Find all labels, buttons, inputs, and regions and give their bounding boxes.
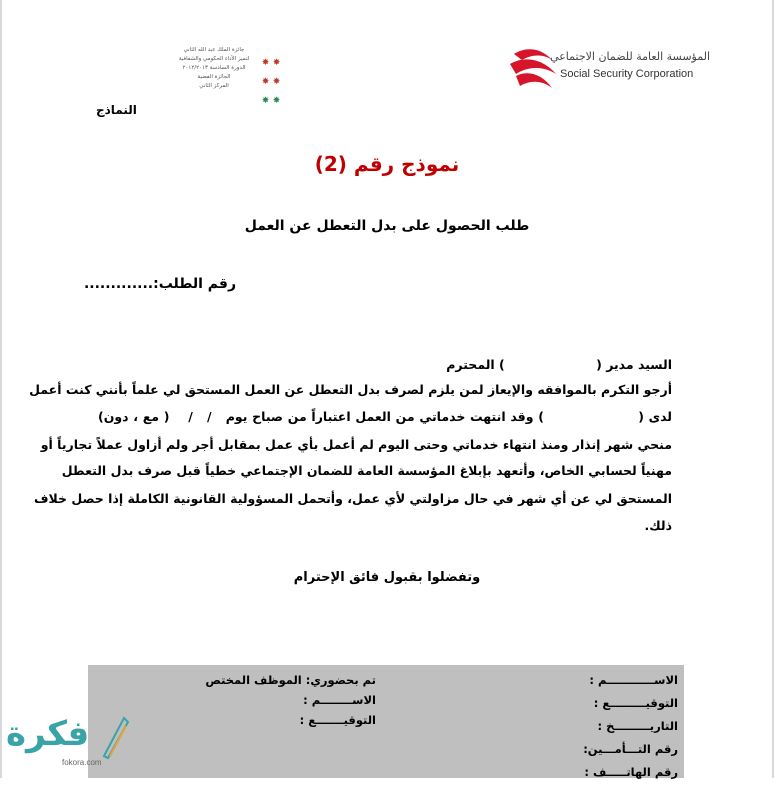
- star-icon: ✸: [261, 77, 270, 87]
- letter-line: أرجو التكرم بالموافقه والإيعاز لمن يلزم لصرف بدل التعطل عن العمل المستحق لي علماً بأنني كنت أعمل: [29, 382, 672, 397]
- star-icon: ✸: [272, 58, 281, 68]
- form-title: نموذج رقم (2): [314, 152, 460, 176]
- award-line: جائزة الملك عبد الله الثاني: [183, 47, 245, 53]
- award-line: الجائزة الفضية: [197, 74, 231, 80]
- star-icon: ✸: [261, 58, 270, 68]
- page-edge-left: [0, 0, 2, 778]
- star-icon: ✸: [272, 77, 281, 87]
- phone-number-field: رقم الهاتـــــف :: [584, 765, 678, 779]
- king-abdullah-award-logo: [168, 42, 284, 106]
- award-stars: [260, 50, 284, 107]
- pencil-icon: [100, 712, 130, 760]
- letter-line: المستحق لي عن أي شهر في حال مزاولتي لأي عمل، وأتحمل المسؤولية القانونية الكاملة إذا حصل خلاف: [33, 491, 672, 506]
- fikra-watermark: [0, 712, 120, 772]
- officer-fields: [205, 673, 376, 733]
- letter-line: ذلك.: [644, 518, 672, 533]
- officer-signature-field: التوقيـــــــع :: [299, 713, 376, 727]
- watermark-domain: fokora.com: [62, 758, 102, 767]
- applicant-name-field: الاســــــــــــم :: [589, 673, 678, 687]
- award-text: [168, 46, 260, 91]
- award-line: الدورة السادسة ٢٠١٢/٢٠١٣: [182, 65, 246, 71]
- applicant-fields: [583, 673, 678, 788]
- watermark-logo-text: فكرة: [6, 714, 90, 754]
- request-number: رقم الطلب:.............: [83, 276, 236, 292]
- applicant-signature-field: التوقيـــــــــع :: [593, 696, 678, 710]
- letter-closing: وتفضلوا بقبول فائق الإحترام: [293, 570, 481, 585]
- applicant-date-field: التاريـــــــــخ :: [597, 719, 678, 733]
- ssc-name-english: Social Security Corporation: [560, 68, 694, 80]
- letter-line: مهنياً لحسابي الخاص، وأتعهد بإبلاغ المؤسسة العامة للضمان الإجتماعي خطياً قبل صرف بدل التعطل: [61, 463, 672, 478]
- officer-name-field: الاســــــــم :: [303, 693, 376, 707]
- letter-line: لدى ( ) وقد انتهت خدماتي من العمل اعتباراً من صباح يوم / / ( مع ، دون): [98, 409, 672, 424]
- samples-label: النماذج: [96, 103, 137, 117]
- insurance-number-field: رقم التـــأمـــين:: [583, 742, 678, 756]
- award-line: لتميز الأداء الحكومي والشفافية: [178, 56, 250, 62]
- officer-presence-field: تم بحضوري: الموظف المختص: [205, 673, 376, 687]
- star-icon: ✸: [261, 96, 270, 106]
- form-subject: طلب الحصول على بدل التعطل عن العمل: [244, 218, 530, 234]
- letter-line: منحي شهر إنذار ومنذ انتهاء خدماتي وحتى اليوم لم أعمل بأي عمل بمقابل أجر ولم أزاول عملاً تجارياً أو: [40, 437, 672, 452]
- award-line: المركز الثاني: [199, 83, 229, 89]
- ssc-name-arabic: المؤسسة العامة للضمان الاجتماعي: [550, 50, 710, 63]
- letter-greeting: السيد مدير ( ) المحترم: [446, 357, 672, 372]
- ssc-logo: [508, 44, 710, 96]
- star-icon: ✸: [272, 96, 281, 106]
